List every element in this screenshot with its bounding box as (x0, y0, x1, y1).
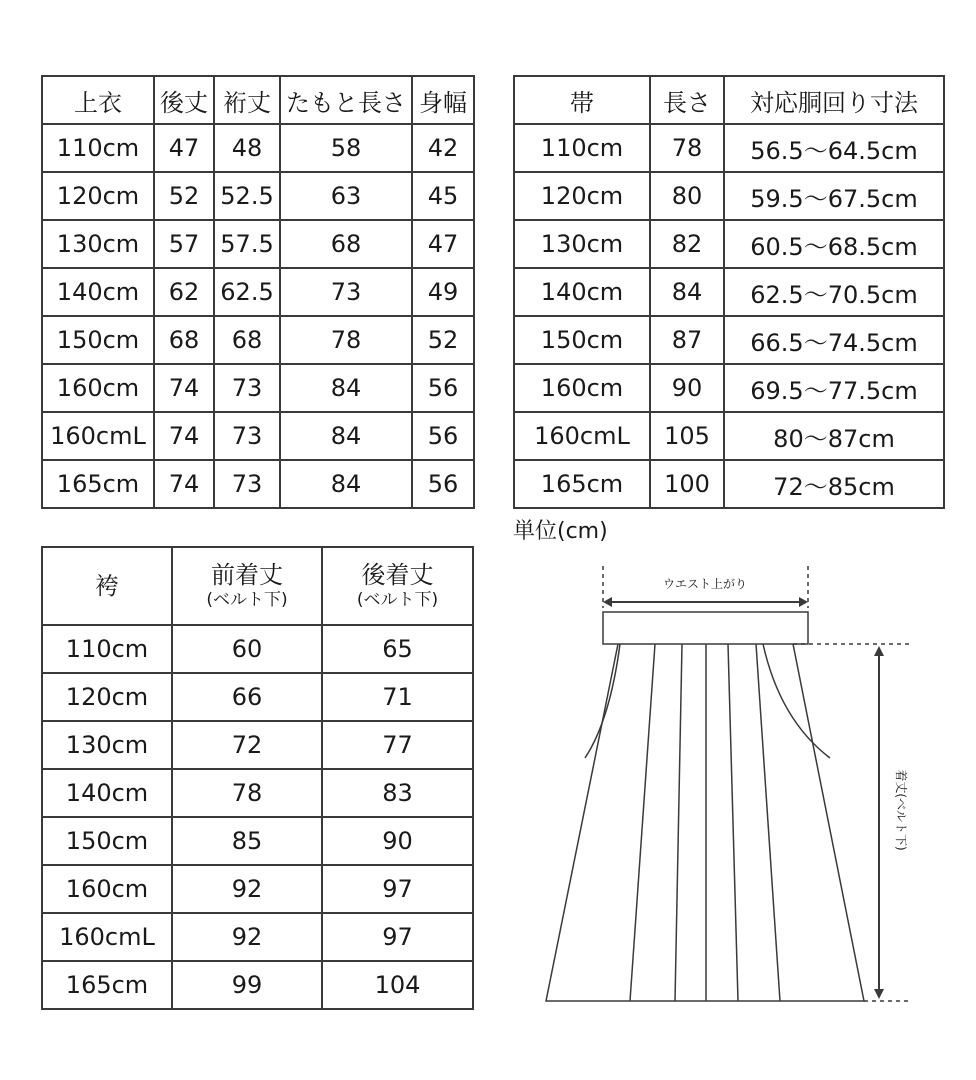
table-cell: 49 (412, 268, 474, 316)
unit-note: 単位(cm) (513, 519, 608, 544)
table-cell: 160cm (42, 364, 154, 412)
table-cell: 62 (154, 268, 214, 316)
table-cell: 84 (650, 268, 724, 316)
table-cell: 57 (154, 220, 214, 268)
table-row (42, 124, 474, 172)
header-cell: 身幅 (412, 76, 474, 124)
table-cell: 165cm (42, 961, 172, 1009)
table-cell: 80〜87cm (724, 412, 944, 460)
table-cell: 71 (322, 673, 473, 721)
table-row (42, 961, 473, 1009)
table-cell: 48 (214, 124, 280, 172)
table-cell: 47 (412, 220, 474, 268)
table-cell: 65 (322, 625, 473, 673)
table-cell: 62.5〜70.5cm (724, 268, 944, 316)
table-row (514, 220, 944, 268)
table-cell: 120cm (514, 172, 650, 220)
header-sub: (ベルト下) (356, 590, 439, 611)
table-cell: 150cm (514, 316, 650, 364)
table-cell: 78 (172, 769, 322, 817)
table-cell: 160cmL (42, 913, 172, 961)
table-cell: 160cmL (514, 412, 650, 460)
arrowhead-icon (874, 646, 884, 656)
table-cell: 74 (154, 364, 214, 412)
table-cell: 63 (280, 172, 412, 220)
arrowhead-icon (874, 989, 884, 999)
table-cell: 62.5 (214, 268, 280, 316)
table-cell: 73 (214, 460, 280, 508)
pleat-line (630, 644, 655, 1001)
table-cell: 52 (412, 316, 474, 364)
table-row (42, 316, 474, 364)
table-cell: 68 (214, 316, 280, 364)
table-cell: 130cm (514, 220, 650, 268)
table-cell: 47 (154, 124, 214, 172)
table-cell: 66.5〜74.5cm (724, 316, 944, 364)
table-row (42, 673, 473, 721)
table-row (42, 220, 474, 268)
table-cell: 100 (650, 460, 724, 508)
table-cell: 52.5 (214, 172, 280, 220)
table-cell: 97 (322, 865, 473, 913)
table-cell: 150cm (42, 316, 154, 364)
header-sub: (ベルト下) (206, 590, 288, 611)
header-main: 袴 (95, 572, 119, 600)
header-cell: 上衣 (42, 76, 154, 124)
table-cell: 110cm (514, 124, 650, 172)
table-cell: 58 (280, 124, 412, 172)
header-main: 後着丈 (361, 561, 434, 590)
table-cell: 73 (214, 412, 280, 460)
table-cell: 160cm (42, 865, 172, 913)
table-header-row (42, 547, 473, 625)
table-row (42, 913, 473, 961)
table-row (42, 364, 474, 412)
table-cell: 120cm (42, 172, 154, 220)
table-cell: 90 (322, 817, 473, 865)
table-cell: 99 (172, 961, 322, 1009)
header-cell: 対応胴回り寸法 (724, 76, 944, 124)
table-cell: 92 (172, 865, 322, 913)
table-row (514, 460, 944, 508)
table-cell: 42 (412, 124, 474, 172)
table-cell: 74 (154, 460, 214, 508)
table-row (514, 412, 944, 460)
table-cell: 110cm (42, 124, 154, 172)
header-cell: 裄丈 (214, 76, 280, 124)
table-cell: 59.5〜67.5cm (724, 172, 944, 220)
table-cell: 140cm (514, 268, 650, 316)
table-cell: 130cm (42, 220, 154, 268)
table-row (514, 124, 944, 172)
top-size-table (41, 75, 475, 509)
table-row (42, 865, 473, 913)
table-cell: 73 (280, 268, 412, 316)
table-cell: 85 (172, 817, 322, 865)
table-row (514, 316, 944, 364)
header-cell (322, 547, 473, 625)
waistband (603, 612, 808, 644)
table-row (42, 625, 473, 673)
length-label: 着丈(ベルト下) (894, 769, 908, 851)
table-row (514, 364, 944, 412)
table-cell: 104 (322, 961, 473, 1009)
table-cell: 92 (172, 913, 322, 961)
obi-size-table (513, 75, 945, 509)
header-cell: 後丈 (154, 76, 214, 124)
table-cell: 68 (154, 316, 214, 364)
table-cell: 72〜85cm (724, 460, 944, 508)
table-cell: 83 (322, 769, 473, 817)
table-cell: 60.5〜68.5cm (724, 220, 944, 268)
header-cell: たもと長さ (280, 76, 412, 124)
table-row (514, 268, 944, 316)
table-cell: 78 (650, 124, 724, 172)
table-cell: 57.5 (214, 220, 280, 268)
table-cell: 60 (172, 625, 322, 673)
skirt-outline (546, 644, 864, 1001)
table-cell: 84 (280, 460, 412, 508)
table-cell: 110cm (42, 625, 172, 673)
table-cell: 77 (322, 721, 473, 769)
hakama-diagram (530, 560, 920, 1010)
table-row (42, 460, 474, 508)
table-cell: 82 (650, 220, 724, 268)
table-cell: 150cm (42, 817, 172, 865)
table-header-row (42, 76, 474, 124)
table-cell: 56 (412, 364, 474, 412)
table-cell: 45 (412, 172, 474, 220)
table-row (42, 412, 474, 460)
table-row (514, 172, 944, 220)
table-cell: 120cm (42, 673, 172, 721)
table-cell: 78 (280, 316, 412, 364)
table-cell: 87 (650, 316, 724, 364)
table-cell: 130cm (42, 721, 172, 769)
table-cell: 140cm (42, 769, 172, 817)
table-row (42, 268, 474, 316)
table-row (42, 769, 473, 817)
table-row (42, 817, 473, 865)
pleat-line (756, 644, 780, 1001)
table-cell: 66 (172, 673, 322, 721)
header-main: 前着丈 (211, 561, 283, 590)
table-cell: 140cm (42, 268, 154, 316)
table-cell: 68 (280, 220, 412, 268)
table-cell: 97 (322, 913, 473, 961)
table-cell: 56 (412, 412, 474, 460)
hakama-size-table (41, 546, 474, 1010)
pleat-line (675, 644, 682, 1001)
arrowhead-icon (799, 597, 808, 607)
table-cell: 84 (280, 412, 412, 460)
table-cell: 160cm (514, 364, 650, 412)
table-cell: 165cm (514, 460, 650, 508)
header-cell: 帯 (514, 76, 650, 124)
table-cell: 90 (650, 364, 724, 412)
table-cell: 80 (650, 172, 724, 220)
table-row (42, 721, 473, 769)
table-cell: 69.5〜77.5cm (724, 364, 944, 412)
table-cell: 72 (172, 721, 322, 769)
table-cell: 56.5〜64.5cm (724, 124, 944, 172)
table-cell: 160cmL (42, 412, 154, 460)
table-cell: 73 (214, 364, 280, 412)
header-cell: 長さ (650, 76, 724, 124)
table-cell: 105 (650, 412, 724, 460)
table-cell: 52 (154, 172, 214, 220)
arrowhead-icon (603, 597, 612, 607)
table-cell: 165cm (42, 460, 154, 508)
table-cell: 84 (280, 364, 412, 412)
header-cell (172, 547, 322, 625)
waist-label: ウエスト上がり (662, 577, 748, 591)
table-cell: 56 (412, 460, 474, 508)
header-cell (42, 547, 172, 625)
table-header-row (514, 76, 944, 124)
pleat-line (728, 644, 738, 1001)
table-row (42, 172, 474, 220)
table-cell: 74 (154, 412, 214, 460)
